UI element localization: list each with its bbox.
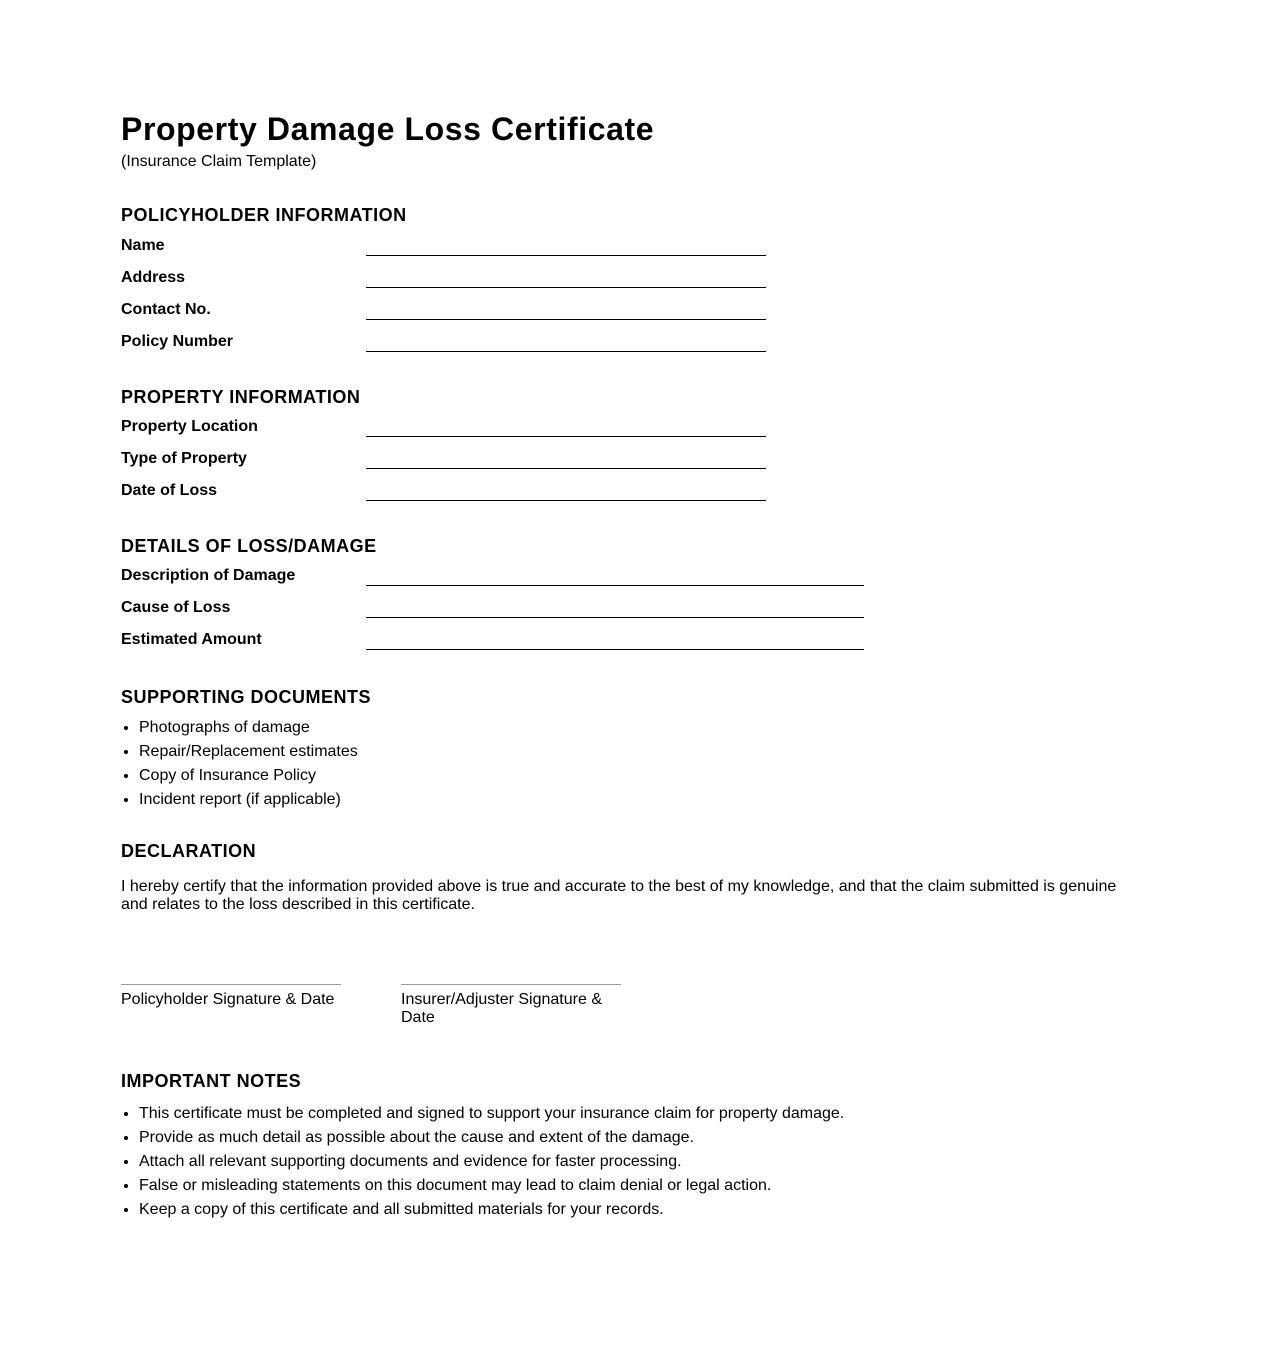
field-date-of-loss	[121, 475, 1131, 507]
field-policy-number	[121, 326, 1131, 358]
field-label: Name	[121, 237, 165, 254]
property-section	[121, 386, 1131, 507]
loss-section	[121, 535, 1131, 656]
list-item: • Keep a copy of this certificate and all submitted materials for your records.	[139, 1198, 1131, 1222]
type-of-property-blank-line[interactable]	[366, 468, 766, 469]
field-label: Type of Property	[121, 450, 247, 467]
field-label: Description of Damage	[121, 567, 296, 584]
list-item: • Repair/Replacement estimates	[139, 740, 1131, 764]
policyholder-signature-block	[121, 984, 341, 1009]
important-notes-list	[121, 1102, 1131, 1222]
field-label: Date of Loss	[121, 482, 218, 499]
field-label: Policy Number	[121, 333, 234, 350]
policyholder-section	[121, 204, 1131, 358]
list-item: • Incident report (if applicable)	[139, 788, 1131, 812]
description-of-damage-blank-line[interactable]	[366, 585, 864, 586]
field-type-of-property	[121, 443, 1131, 475]
field-property-location	[121, 411, 1131, 443]
field-label: Address	[121, 269, 186, 286]
name-blank-line[interactable]	[366, 255, 766, 256]
list-item: • Photographs of damage	[139, 716, 1131, 740]
estimated-amount-blank-line[interactable]	[366, 649, 864, 650]
field-cause-of-loss	[121, 592, 1131, 624]
section-heading-notes: IMPORTANT NOTES	[121, 1071, 302, 1091]
address-blank-line[interactable]	[366, 287, 766, 288]
signature-label: Policyholder Signature & Date	[121, 991, 335, 1008]
field-label: Contact No.	[121, 301, 211, 318]
insurer-signature-block	[401, 984, 621, 1027]
field-name	[121, 230, 1131, 262]
field-contact-no	[121, 294, 1131, 326]
field-description-of-damage	[121, 560, 1131, 592]
section-heading-supporting: SUPPORTING DOCUMENTS	[121, 687, 372, 707]
list-item: • Provide as much detail as possible about the cause and extent of the damage.	[139, 1126, 1131, 1150]
field-estimated-amount	[121, 624, 1131, 656]
section-heading-loss: DETAILS OF LOSS/DAMAGE	[121, 536, 377, 556]
supporting-section	[121, 686, 1131, 812]
list-item: • This certificate must be completed and signed to support your insurance claim for property damage.	[139, 1102, 1131, 1126]
supporting-documents-list	[121, 716, 1131, 812]
section-heading-property: PROPERTY INFORMATION	[121, 387, 361, 407]
field-label: Cause of Loss	[121, 599, 231, 616]
declaration-section	[121, 840, 1131, 1044]
section-heading-declaration: DECLARATION	[121, 841, 257, 861]
insurer-signature-line[interactable]	[401, 984, 621, 985]
property-location-blank-line[interactable]	[366, 436, 766, 437]
signature-label: Insurer/Adjuster Signature & Date	[401, 991, 602, 1026]
notes-section	[121, 1070, 1131, 1222]
declaration-text: I hereby certify that the information provided above is true and accurate to the best of my knowledge, and that the claim submitted is genuine and relates to the loss described in this certificate.	[121, 878, 1117, 913]
policyholder-signature-line[interactable]	[121, 984, 341, 985]
field-address	[121, 262, 1131, 294]
cause-of-loss-blank-line[interactable]	[366, 617, 864, 618]
field-label: Estimated Amount	[121, 631, 262, 648]
list-item: • Copy of Insurance Policy	[139, 764, 1131, 788]
list-item: • Attach all relevant supporting documents and evidence for faster processing.	[139, 1150, 1131, 1174]
section-heading-policyholder: POLICYHOLDER INFORMATION	[121, 205, 407, 225]
document-title: Property Damage Loss Certificate	[121, 111, 655, 147]
document	[121, 108, 1131, 1222]
field-label: Property Location	[121, 418, 258, 435]
contact-no-blank-line[interactable]	[366, 319, 766, 320]
date-of-loss-blank-line[interactable]	[366, 500, 766, 501]
document-subtitle: (Insurance Claim Template)	[121, 153, 317, 170]
policy-number-blank-line[interactable]	[366, 351, 766, 352]
signature-area	[121, 984, 1131, 1044]
list-item: • False or misleading statements on this document may lead to claim denial or legal action.	[139, 1174, 1131, 1198]
